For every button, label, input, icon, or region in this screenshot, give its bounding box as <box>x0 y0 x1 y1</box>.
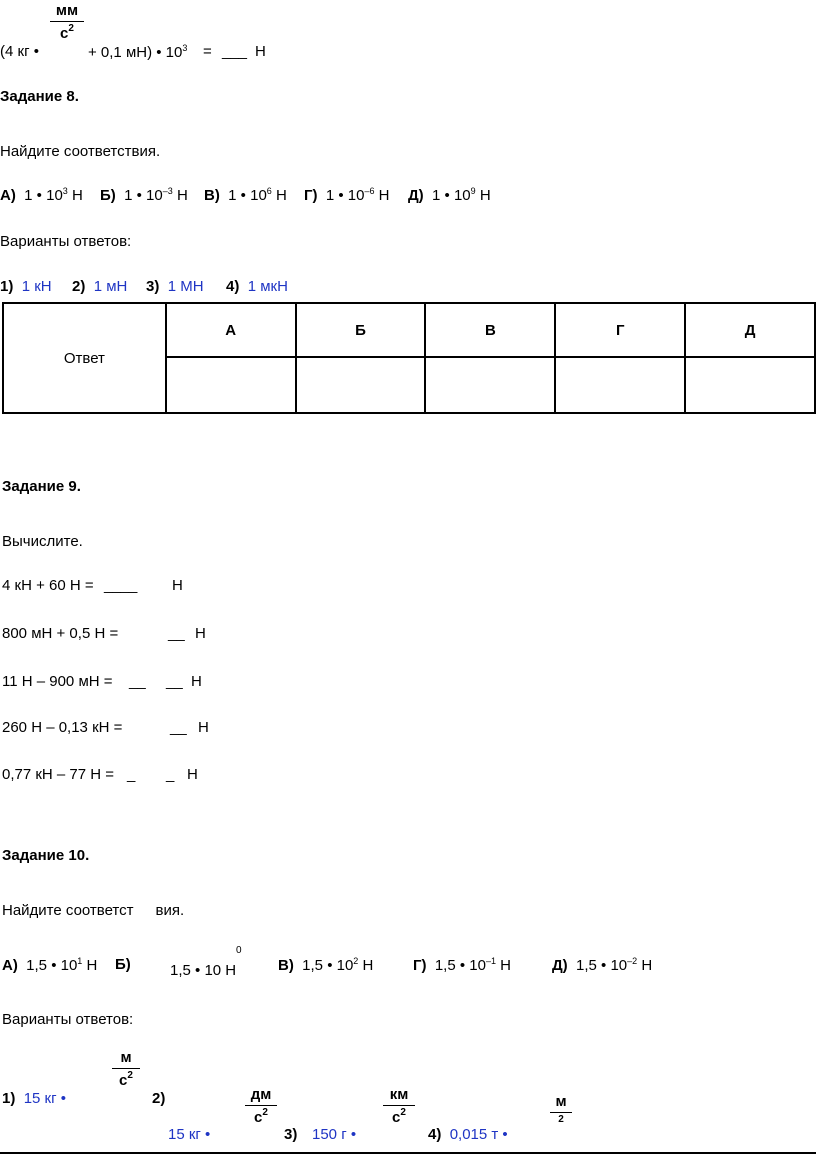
fraction-den-base: с <box>392 1109 401 1126</box>
task9-instruction: Вычислите. <box>2 533 83 550</box>
item-label: Д) <box>552 957 568 974</box>
variant-num: 4) <box>428 1126 442 1143</box>
task10-item-b-label: Б) <box>115 956 131 973</box>
task9-blank: ____ <box>104 577 138 594</box>
task8-item-v <box>204 187 287 203</box>
unit-fraction-m-per-s2-partial <box>550 1094 572 1132</box>
task9-unit: Н <box>172 577 183 594</box>
fraction-denominator <box>245 1108 277 1125</box>
item-exp: –2 <box>627 956 638 966</box>
fraction-denominator <box>383 1108 415 1125</box>
top-expr-exp: 3 <box>182 43 188 53</box>
task8-variant-3 <box>146 279 204 294</box>
item-value: 1 • 10 <box>228 187 267 204</box>
variant-num: 3) <box>146 278 160 295</box>
task10-item-b-value <box>170 963 236 978</box>
task8-answer-table <box>2 302 816 414</box>
variant-text: 1 мкН <box>247 278 288 295</box>
task9-blank: _ <box>127 766 136 783</box>
fraction-den-base: с <box>119 1072 128 1089</box>
item-unit: Н <box>500 957 511 974</box>
fraction-den-base: с <box>60 25 69 42</box>
item-unit: Н <box>225 962 237 979</box>
variant-num: 2) <box>72 278 86 295</box>
item-value: 1,5 • 10 <box>434 957 486 974</box>
task10-variant-2-text: 15 кг • <box>168 1126 211 1143</box>
item-label: А) <box>2 957 18 974</box>
task9-expr: 4 кН + 60 Н = <box>2 577 94 594</box>
task10-variant-2-num: 2) <box>152 1090 166 1107</box>
task9-expr: 11 Н – 900 мН = <box>2 673 113 690</box>
fraction-denominator <box>50 24 84 41</box>
task9-blank: __ <box>170 719 187 736</box>
item-exp: –6 <box>364 186 375 196</box>
task9-blank-2: _ <box>166 766 175 783</box>
item-label: Д) <box>408 187 424 204</box>
top-expr-equals: = <box>203 43 212 60</box>
top-expr-unit: Н <box>255 43 266 60</box>
task9-unit: Н <box>191 673 202 690</box>
fraction-denominator <box>550 1115 572 1132</box>
task9-blank: __ <box>129 673 146 690</box>
answer-cell[interactable] <box>685 357 815 413</box>
table-header-cell: А <box>166 303 296 357</box>
item-label: Б) <box>100 187 116 204</box>
variant-text: 1 МН <box>167 278 204 295</box>
task8-variant-4 <box>226 279 288 294</box>
task9-expr: 800 мН + 0,5 Н = <box>2 625 119 642</box>
variant-text: 0,015 т • <box>449 1126 508 1143</box>
top-expr-part2 <box>88 44 187 60</box>
fraction-den-exp: 2 <box>400 1107 406 1118</box>
unit-fraction-m-per-s2 <box>112 1050 140 1088</box>
item-exp: 6 <box>266 186 272 196</box>
answer-cell[interactable] <box>555 357 685 413</box>
task10-item-g <box>413 957 511 973</box>
task9-title: Задание 9. <box>2 478 81 495</box>
task8-item-a <box>0 187 83 203</box>
fraction-den-base: с <box>254 1109 263 1126</box>
fraction-denominator <box>112 1071 140 1088</box>
task10-variant-3-text: 150 г • <box>312 1126 357 1143</box>
task10-item-b-exp: 0 <box>236 945 242 956</box>
item-value: 1 • 10 <box>432 187 471 204</box>
item-unit: Н <box>479 187 491 204</box>
table-header-cell: В <box>425 303 555 357</box>
item-unit: Н <box>86 957 98 974</box>
task10-item-v <box>278 957 373 973</box>
fraction-bar <box>245 1105 277 1106</box>
variant-num: 1) <box>0 278 14 295</box>
task8-variant-2 <box>72 279 127 294</box>
task10-variants-title: Варианты ответов: <box>2 1011 134 1028</box>
variant-text: 15 кг • <box>23 1090 66 1107</box>
fraction-numerator: м <box>120 1049 132 1066</box>
task8-item-b <box>100 187 188 203</box>
item-value: 1,5 • 10 <box>26 957 78 974</box>
item-value: 1,5 • 10 <box>170 962 222 979</box>
variant-text: 1 мН <box>93 278 128 295</box>
fraction-numerator: дм <box>250 1086 272 1103</box>
table-header-cell: Б <box>296 303 426 357</box>
fraction-numerator: мм <box>55 2 79 19</box>
variant-text: 1 кН <box>21 278 52 295</box>
item-value: 1,5 • 10 <box>576 957 628 974</box>
fraction-numerator: км <box>389 1086 409 1103</box>
item-exp: –1 <box>485 956 496 966</box>
item-value: 1 • 10 <box>124 187 163 204</box>
item-label: Г) <box>413 957 427 974</box>
item-value: 1,5 • 10 <box>302 957 354 974</box>
fraction-bar <box>383 1105 415 1106</box>
task8-item-g <box>304 187 390 203</box>
task9-unit: Н <box>198 719 209 736</box>
task8-variant-1 <box>0 279 52 294</box>
instruction-part2: вия. <box>155 902 185 919</box>
table-header-row <box>3 303 815 357</box>
task10-variant-3-num: 3) <box>284 1126 298 1143</box>
task10-item-d <box>552 957 652 973</box>
item-exp: 2 <box>353 956 359 966</box>
item-unit: Н <box>71 187 83 204</box>
task10-title: Задание 10. <box>2 847 90 864</box>
top-expr-part1: (4 кг • <box>0 43 39 60</box>
fraction-bar <box>112 1068 140 1069</box>
task9-blank: __ <box>168 625 185 642</box>
task8-item-d <box>408 187 491 203</box>
answer-cell[interactable] <box>425 357 555 413</box>
instruction-part1: Найдите соответст <box>2 902 134 919</box>
fraction-den-exp: 2 <box>68 23 74 34</box>
item-unit: Н <box>362 957 374 974</box>
item-unit: Н <box>378 187 390 204</box>
task9-expr: 0,77 кН – 77 Н = <box>2 766 115 783</box>
item-exp: 3 <box>62 186 68 196</box>
task10-item-a <box>2 957 97 973</box>
variant-num: 1) <box>2 1090 16 1107</box>
table-header-cell: Г <box>555 303 685 357</box>
task8-instruction: Найдите соответствия. <box>0 143 161 160</box>
task9-blank-2: __ <box>166 673 183 690</box>
fraction-den-exp: 2 <box>558 1114 564 1125</box>
item-label: А) <box>0 187 16 204</box>
bottom-divider <box>0 1152 816 1154</box>
variant-num: 4) <box>226 278 240 295</box>
top-expr-blank: ___ <box>222 43 248 60</box>
item-label: В) <box>278 957 294 974</box>
fraction-den-exp: 2 <box>262 1107 268 1118</box>
task8-title: Задание 8. <box>0 88 79 105</box>
fraction-bar <box>50 21 84 22</box>
table-header-cell: Д <box>685 303 815 357</box>
item-exp: 9 <box>470 186 476 196</box>
task8-variants-title: Варианты ответов: <box>0 233 132 250</box>
item-value: 1 • 10 <box>24 187 63 204</box>
answer-row-label: Ответ <box>3 303 166 413</box>
item-label: В) <box>204 187 220 204</box>
unit-fraction-dm-per-s2 <box>245 1087 277 1125</box>
unit-fraction-mm-per-s2 <box>50 3 84 41</box>
fraction-bar <box>550 1112 572 1113</box>
item-value: 1 • 10 <box>325 187 365 204</box>
item-unit: Н <box>176 187 188 204</box>
unit-fraction-km-per-s2 <box>383 1087 415 1125</box>
task9-unit: Н <box>195 625 206 642</box>
item-unit: Н <box>641 957 653 974</box>
task9-unit: Н <box>187 766 198 783</box>
task10-variant-1 <box>2 1091 66 1106</box>
task9-expr: 260 Н – 0,13 кН = <box>2 719 123 736</box>
item-unit: Н <box>275 187 287 204</box>
item-exp: –3 <box>162 186 173 196</box>
fraction-den-exp: 2 <box>127 1070 133 1081</box>
task10-variant-4 <box>428 1127 508 1142</box>
top-expr-part2-text: + 0,1 мН) • 10 <box>88 44 183 61</box>
answer-cell[interactable] <box>296 357 426 413</box>
answer-cell[interactable] <box>166 357 296 413</box>
fraction-numerator: м <box>555 1093 567 1110</box>
item-label: Г) <box>304 187 318 204</box>
task10-instruction <box>2 903 184 918</box>
item-exp: 1 <box>77 956 83 966</box>
